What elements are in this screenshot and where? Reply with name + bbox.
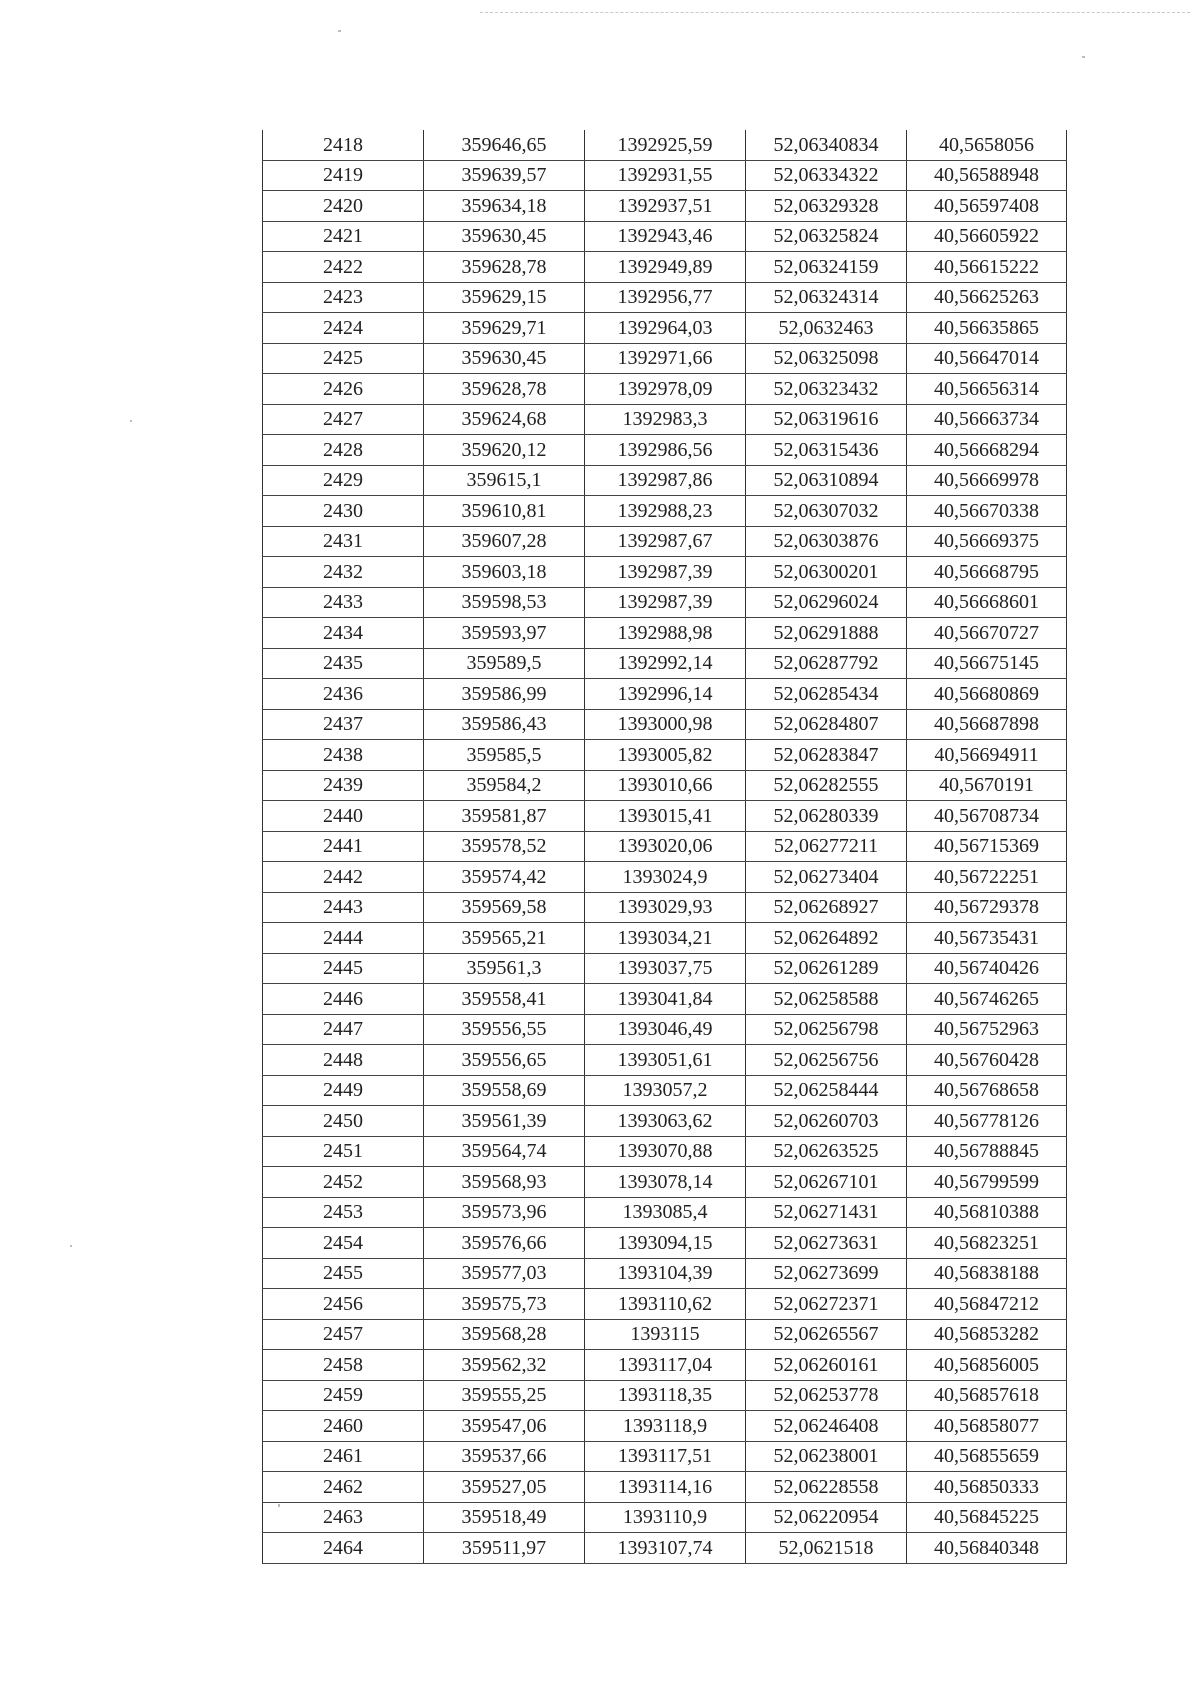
table-row <box>263 1533 1067 1564</box>
table-row <box>263 526 1067 557</box>
longitude-cell: 40,56680869 <box>907 679 1067 710</box>
y-coordinate-cell: 1393063,62 <box>585 1106 746 1137</box>
point-number-cell: 2453 <box>263 1197 424 1228</box>
y-coordinate-cell: 1393117,04 <box>585 1350 746 1381</box>
x-coordinate-cell: 359574,42 <box>424 862 585 893</box>
y-coordinate-cell: 1392956,77 <box>585 282 746 313</box>
x-coordinate-cell: 359628,78 <box>424 252 585 283</box>
x-coordinate-cell: 359624,68 <box>424 404 585 435</box>
latitude-cell: 52,06256756 <box>746 1045 907 1076</box>
point-number-cell: 2444 <box>263 923 424 954</box>
y-coordinate-cell: 1393057,2 <box>585 1075 746 1106</box>
table-row <box>263 1228 1067 1259</box>
latitude-cell: 52,06256798 <box>746 1014 907 1045</box>
y-coordinate-cell: 1393034,21 <box>585 923 746 954</box>
longitude-cell: 40,56615222 <box>907 252 1067 283</box>
table-row <box>263 801 1067 832</box>
x-coordinate-cell: 359556,65 <box>424 1045 585 1076</box>
table-row <box>263 1045 1067 1076</box>
longitude-cell: 40,56715369 <box>907 831 1067 862</box>
point-number-cell: 2459 <box>263 1380 424 1411</box>
point-number-cell: 2442 <box>263 862 424 893</box>
table-row <box>263 862 1067 893</box>
longitude-cell: 40,56670338 <box>907 496 1067 527</box>
y-coordinate-cell: 1393094,15 <box>585 1228 746 1259</box>
x-coordinate-cell: 359607,28 <box>424 526 585 557</box>
longitude-cell: 40,56669375 <box>907 526 1067 557</box>
x-coordinate-cell: 359558,69 <box>424 1075 585 1106</box>
x-coordinate-cell: 359564,74 <box>424 1136 585 1167</box>
x-coordinate-cell: 359585,5 <box>424 740 585 771</box>
y-coordinate-cell: 1392987,67 <box>585 526 746 557</box>
latitude-cell: 52,06238001 <box>746 1441 907 1472</box>
point-number-cell: 2451 <box>263 1136 424 1167</box>
y-coordinate-cell: 1393110,9 <box>585 1502 746 1533</box>
y-coordinate-cell: 1393010,66 <box>585 770 746 801</box>
longitude-cell: 40,56668795 <box>907 557 1067 588</box>
x-coordinate-cell: 359603,18 <box>424 557 585 588</box>
latitude-cell: 52,06272371 <box>746 1289 907 1320</box>
point-number-cell: 2427 <box>263 404 424 435</box>
x-coordinate-cell: 359584,2 <box>424 770 585 801</box>
latitude-cell: 52,06228558 <box>746 1472 907 1503</box>
table-row <box>263 1258 1067 1289</box>
longitude-cell: 40,56668601 <box>907 587 1067 618</box>
latitude-cell: 52,06268927 <box>746 892 907 923</box>
longitude-cell: 40,56670727 <box>907 618 1067 649</box>
table-row <box>263 374 1067 405</box>
y-coordinate-cell: 1393118,9 <box>585 1411 746 1442</box>
table-row <box>263 953 1067 984</box>
longitude-cell: 40,5670191 <box>907 770 1067 801</box>
x-coordinate-cell: 359586,99 <box>424 679 585 710</box>
table-row <box>263 496 1067 527</box>
x-coordinate-cell: 359586,43 <box>424 709 585 740</box>
latitude-cell: 52,06325098 <box>746 343 907 374</box>
x-coordinate-cell: 359518,49 <box>424 1502 585 1533</box>
point-number-cell: 2429 <box>263 465 424 496</box>
x-coordinate-cell: 359561,3 <box>424 953 585 984</box>
x-coordinate-cell: 359555,25 <box>424 1380 585 1411</box>
longitude-cell: 40,56838188 <box>907 1258 1067 1289</box>
table-row <box>263 343 1067 374</box>
latitude-cell: 52,06324314 <box>746 282 907 313</box>
longitude-cell: 40,56855659 <box>907 1441 1067 1472</box>
x-coordinate-cell: 359628,78 <box>424 374 585 405</box>
point-number-cell: 2434 <box>263 618 424 649</box>
latitude-cell: 52,06267101 <box>746 1167 907 1198</box>
longitude-cell: 40,56625263 <box>907 282 1067 313</box>
table-row <box>263 465 1067 496</box>
point-number-cell: 2425 <box>263 343 424 374</box>
longitude-cell: 40,56858077 <box>907 1411 1067 1442</box>
table-row <box>263 923 1067 954</box>
latitude-cell: 52,06261289 <box>746 953 907 984</box>
table-row <box>263 1136 1067 1167</box>
latitude-cell: 52,06325824 <box>746 221 907 252</box>
x-coordinate-cell: 359511,97 <box>424 1533 585 1564</box>
longitude-cell: 40,56856005 <box>907 1350 1067 1381</box>
x-coordinate-cell: 359589,5 <box>424 648 585 679</box>
latitude-cell: 52,06260703 <box>746 1106 907 1137</box>
y-coordinate-cell: 1393118,35 <box>585 1380 746 1411</box>
x-coordinate-cell: 359576,66 <box>424 1228 585 1259</box>
point-number-cell: 2431 <box>263 526 424 557</box>
point-number-cell: 2462 <box>263 1472 424 1503</box>
longitude-cell: 40,56656314 <box>907 374 1067 405</box>
longitude-cell: 40,56647014 <box>907 343 1067 374</box>
table-row <box>263 709 1067 740</box>
y-coordinate-cell: 1392971,66 <box>585 343 746 374</box>
table-row <box>263 1289 1067 1320</box>
x-coordinate-cell: 359620,12 <box>424 435 585 466</box>
latitude-cell: 52,06303876 <box>746 526 907 557</box>
point-number-cell: 2438 <box>263 740 424 771</box>
x-coordinate-cell: 359575,73 <box>424 1289 585 1320</box>
point-number-cell: 2450 <box>263 1106 424 1137</box>
table-row <box>263 740 1067 771</box>
latitude-cell: 52,06260161 <box>746 1350 907 1381</box>
latitude-cell: 52,06258588 <box>746 984 907 1015</box>
latitude-cell: 52,06284807 <box>746 709 907 740</box>
y-coordinate-cell: 1393015,41 <box>585 801 746 832</box>
longitude-cell: 40,56735431 <box>907 923 1067 954</box>
x-coordinate-cell: 359527,05 <box>424 1472 585 1503</box>
latitude-cell: 52,06264892 <box>746 923 907 954</box>
latitude-cell: 52,06280339 <box>746 801 907 832</box>
point-number-cell: 2443 <box>263 892 424 923</box>
point-number-cell: 2446 <box>263 984 424 1015</box>
y-coordinate-cell: 1393107,74 <box>585 1533 746 1564</box>
latitude-cell: 52,06273699 <box>746 1258 907 1289</box>
table-row <box>263 770 1067 801</box>
latitude-cell: 52,06265567 <box>746 1319 907 1350</box>
y-coordinate-cell: 1393117,51 <box>585 1441 746 1472</box>
x-coordinate-cell: 359630,45 <box>424 221 585 252</box>
table-row <box>263 1441 1067 1472</box>
point-number-cell: 2419 <box>263 160 424 191</box>
point-number-cell: 2418 <box>263 130 424 160</box>
point-number-cell: 2424 <box>263 313 424 344</box>
table-row <box>263 892 1067 923</box>
point-number-cell: 2445 <box>263 953 424 984</box>
x-coordinate-cell: 359630,45 <box>424 343 585 374</box>
scan-speck <box>1082 56 1085 58</box>
latitude-cell: 52,06340834 <box>746 130 907 160</box>
point-number-cell: 2432 <box>263 557 424 588</box>
y-coordinate-cell: 1392964,03 <box>585 313 746 344</box>
x-coordinate-cell: 359558,41 <box>424 984 585 1015</box>
longitude-cell: 40,56752963 <box>907 1014 1067 1045</box>
y-coordinate-cell: 1392986,56 <box>585 435 746 466</box>
longitude-cell: 40,56845225 <box>907 1502 1067 1533</box>
table-row <box>263 404 1067 435</box>
table-row <box>263 1350 1067 1381</box>
latitude-cell: 52,06323432 <box>746 374 907 405</box>
longitude-cell: 40,56853282 <box>907 1319 1067 1350</box>
x-coordinate-cell: 359573,96 <box>424 1197 585 1228</box>
y-coordinate-cell: 1393020,06 <box>585 831 746 862</box>
longitude-cell: 40,56740426 <box>907 953 1067 984</box>
longitude-cell: 40,56850333 <box>907 1472 1067 1503</box>
y-coordinate-cell: 1393037,75 <box>585 953 746 984</box>
y-coordinate-cell: 1393104,39 <box>585 1258 746 1289</box>
table-row <box>263 1380 1067 1411</box>
y-coordinate-cell: 1393046,49 <box>585 1014 746 1045</box>
latitude-cell: 52,06246408 <box>746 1411 907 1442</box>
x-coordinate-cell: 359598,53 <box>424 587 585 618</box>
longitude-cell: 40,56722251 <box>907 862 1067 893</box>
longitude-cell: 40,56788845 <box>907 1136 1067 1167</box>
y-coordinate-cell: 1392988,98 <box>585 618 746 649</box>
point-number-cell: 2426 <box>263 374 424 405</box>
table-row <box>263 221 1067 252</box>
point-number-cell: 2454 <box>263 1228 424 1259</box>
latitude-cell: 52,06271431 <box>746 1197 907 1228</box>
longitude-cell: 40,56635865 <box>907 313 1067 344</box>
longitude-cell: 40,56810388 <box>907 1197 1067 1228</box>
latitude-cell: 52,06319616 <box>746 404 907 435</box>
x-coordinate-cell: 359568,93 <box>424 1167 585 1198</box>
latitude-cell: 52,06310894 <box>746 465 907 496</box>
latitude-cell: 52,06258444 <box>746 1075 907 1106</box>
longitude-cell: 40,56588948 <box>907 160 1067 191</box>
y-coordinate-cell: 1392931,55 <box>585 160 746 191</box>
point-number-cell: 2433 <box>263 587 424 618</box>
x-coordinate-cell: 359629,15 <box>424 282 585 313</box>
longitude-cell: 40,56687898 <box>907 709 1067 740</box>
table-row <box>263 648 1067 679</box>
y-coordinate-cell: 1392987,39 <box>585 557 746 588</box>
y-coordinate-cell: 1392983,3 <box>585 404 746 435</box>
longitude-cell: 40,56668294 <box>907 435 1067 466</box>
table-row <box>263 1319 1067 1350</box>
table-row <box>263 252 1067 283</box>
table-row <box>263 160 1067 191</box>
point-number-cell: 2422 <box>263 252 424 283</box>
x-coordinate-cell: 359565,21 <box>424 923 585 954</box>
table-row <box>263 1075 1067 1106</box>
table-row <box>263 831 1067 862</box>
scan-top-edge <box>480 12 1190 13</box>
coordinates-table-body <box>263 130 1067 1563</box>
x-coordinate-cell: 359556,55 <box>424 1014 585 1045</box>
table-row <box>263 1106 1067 1137</box>
latitude-cell: 52,06291888 <box>746 618 907 649</box>
y-coordinate-cell: 1393029,93 <box>585 892 746 923</box>
longitude-cell: 40,56746265 <box>907 984 1067 1015</box>
table-row <box>263 1197 1067 1228</box>
x-coordinate-cell: 359610,81 <box>424 496 585 527</box>
y-coordinate-cell: 1392978,09 <box>585 374 746 405</box>
x-coordinate-cell: 359547,06 <box>424 1411 585 1442</box>
longitude-cell: 40,56778126 <box>907 1106 1067 1137</box>
y-coordinate-cell: 1392949,89 <box>585 252 746 283</box>
x-coordinate-cell: 359562,32 <box>424 1350 585 1381</box>
table-row <box>263 1472 1067 1503</box>
point-number-cell: 2452 <box>263 1167 424 1198</box>
y-coordinate-cell: 1392987,39 <box>585 587 746 618</box>
latitude-cell: 52,06283847 <box>746 740 907 771</box>
latitude-cell: 52,06307032 <box>746 496 907 527</box>
latitude-cell: 52,06329328 <box>746 191 907 222</box>
y-coordinate-cell: 1392943,46 <box>585 221 746 252</box>
longitude-cell: 40,56857618 <box>907 1380 1067 1411</box>
table-row <box>263 313 1067 344</box>
latitude-cell: 52,06220954 <box>746 1502 907 1533</box>
x-coordinate-cell: 359577,03 <box>424 1258 585 1289</box>
table-row <box>263 557 1067 588</box>
y-coordinate-cell: 1392988,23 <box>585 496 746 527</box>
y-coordinate-cell: 1393085,4 <box>585 1197 746 1228</box>
latitude-cell: 52,06287792 <box>746 648 907 679</box>
x-coordinate-cell: 359615,1 <box>424 465 585 496</box>
x-coordinate-cell: 359581,87 <box>424 801 585 832</box>
longitude-cell: 40,56840348 <box>907 1533 1067 1564</box>
latitude-cell: 52,06263525 <box>746 1136 907 1167</box>
y-coordinate-cell: 1393114,16 <box>585 1472 746 1503</box>
table-row <box>263 435 1067 466</box>
x-coordinate-cell: 359646,65 <box>424 130 585 160</box>
point-number-cell: 2458 <box>263 1350 424 1381</box>
latitude-cell: 52,06273404 <box>746 862 907 893</box>
point-number-cell: 2463 <box>263 1502 424 1533</box>
table-row <box>263 1167 1067 1198</box>
table-row <box>263 984 1067 1015</box>
point-number-cell: 2437 <box>263 709 424 740</box>
point-number-cell: 2448 <box>263 1045 424 1076</box>
x-coordinate-cell: 359639,57 <box>424 160 585 191</box>
latitude-cell: 52,06277211 <box>746 831 907 862</box>
x-coordinate-cell: 359537,66 <box>424 1441 585 1472</box>
table-row <box>263 1411 1067 1442</box>
longitude-cell: 40,56799599 <box>907 1167 1067 1198</box>
y-coordinate-cell: 1393024,9 <box>585 862 746 893</box>
y-coordinate-cell: 1393005,82 <box>585 740 746 771</box>
point-number-cell: 2440 <box>263 801 424 832</box>
point-number-cell: 2436 <box>263 679 424 710</box>
scan-speck <box>130 420 132 422</box>
y-coordinate-cell: 1392925,59 <box>585 130 746 160</box>
y-coordinate-cell: 1392937,51 <box>585 191 746 222</box>
y-coordinate-cell: 1393078,14 <box>585 1167 746 1198</box>
longitude-cell: 40,56760428 <box>907 1045 1067 1076</box>
point-number-cell: 2423 <box>263 282 424 313</box>
point-number-cell: 2464 <box>263 1533 424 1564</box>
x-coordinate-cell: 359629,71 <box>424 313 585 344</box>
table-row <box>263 191 1067 222</box>
latitude-cell: 52,06324159 <box>746 252 907 283</box>
table-row <box>263 1502 1067 1533</box>
longitude-cell: 40,56669978 <box>907 465 1067 496</box>
longitude-cell: 40,56675145 <box>907 648 1067 679</box>
x-coordinate-cell: 359593,97 <box>424 618 585 649</box>
x-coordinate-cell: 359634,18 <box>424 191 585 222</box>
x-coordinate-cell: 359568,28 <box>424 1319 585 1350</box>
y-coordinate-cell: 1392992,14 <box>585 648 746 679</box>
table-row <box>263 679 1067 710</box>
latitude-cell: 52,06334322 <box>746 160 907 191</box>
latitude-cell: 52,06296024 <box>746 587 907 618</box>
point-number-cell: 2460 <box>263 1411 424 1442</box>
latitude-cell: 52,06285434 <box>746 679 907 710</box>
point-number-cell: 2449 <box>263 1075 424 1106</box>
longitude-cell: 40,56823251 <box>907 1228 1067 1259</box>
table-row <box>263 282 1067 313</box>
latitude-cell: 52,0621518 <box>746 1533 907 1564</box>
y-coordinate-cell: 1392987,86 <box>585 465 746 496</box>
latitude-cell: 52,06253778 <box>746 1380 907 1411</box>
x-coordinate-cell: 359561,39 <box>424 1106 585 1137</box>
y-coordinate-cell: 1393041,84 <box>585 984 746 1015</box>
table-row <box>263 1014 1067 1045</box>
table-row <box>263 130 1067 160</box>
point-number-cell: 2457 <box>263 1319 424 1350</box>
point-number-cell: 2420 <box>263 191 424 222</box>
table-row <box>263 587 1067 618</box>
point-number-cell: 2421 <box>263 221 424 252</box>
point-number-cell: 2428 <box>263 435 424 466</box>
x-coordinate-cell: 359578,52 <box>424 831 585 862</box>
latitude-cell: 52,06315436 <box>746 435 907 466</box>
latitude-cell: 52,06282555 <box>746 770 907 801</box>
point-number-cell: 2461 <box>263 1441 424 1472</box>
longitude-cell: 40,56597408 <box>907 191 1067 222</box>
longitude-cell: 40,56847212 <box>907 1289 1067 1320</box>
y-coordinate-cell: 1393000,98 <box>585 709 746 740</box>
longitude-cell: 40,56729378 <box>907 892 1067 923</box>
latitude-cell: 52,06300201 <box>746 557 907 588</box>
scan-speck <box>338 30 341 32</box>
latitude-cell: 52,0632463 <box>746 313 907 344</box>
y-coordinate-cell: 1393070,88 <box>585 1136 746 1167</box>
point-number-cell: 2439 <box>263 770 424 801</box>
point-number-cell: 2435 <box>263 648 424 679</box>
longitude-cell: 40,5658056 <box>907 130 1067 160</box>
longitude-cell: 40,56694911 <box>907 740 1067 771</box>
coordinates-table <box>262 130 1067 1564</box>
longitude-cell: 40,56768658 <box>907 1075 1067 1106</box>
y-coordinate-cell: 1393110,62 <box>585 1289 746 1320</box>
table-row <box>263 618 1067 649</box>
y-coordinate-cell: 1393051,61 <box>585 1045 746 1076</box>
y-coordinate-cell: 1393115 <box>585 1319 746 1350</box>
point-number-cell: 2456 <box>263 1289 424 1320</box>
x-coordinate-cell: 359569,58 <box>424 892 585 923</box>
point-number-cell: 2455 <box>263 1258 424 1289</box>
scan-speck <box>70 1245 72 1247</box>
point-number-cell: 2430 <box>263 496 424 527</box>
latitude-cell: 52,06273631 <box>746 1228 907 1259</box>
longitude-cell: 40,56605922 <box>907 221 1067 252</box>
longitude-cell: 40,56708734 <box>907 801 1067 832</box>
longitude-cell: 40,56663734 <box>907 404 1067 435</box>
y-coordinate-cell: 1392996,14 <box>585 679 746 710</box>
point-number-cell: 2447 <box>263 1014 424 1045</box>
point-number-cell: 2441 <box>263 831 424 862</box>
